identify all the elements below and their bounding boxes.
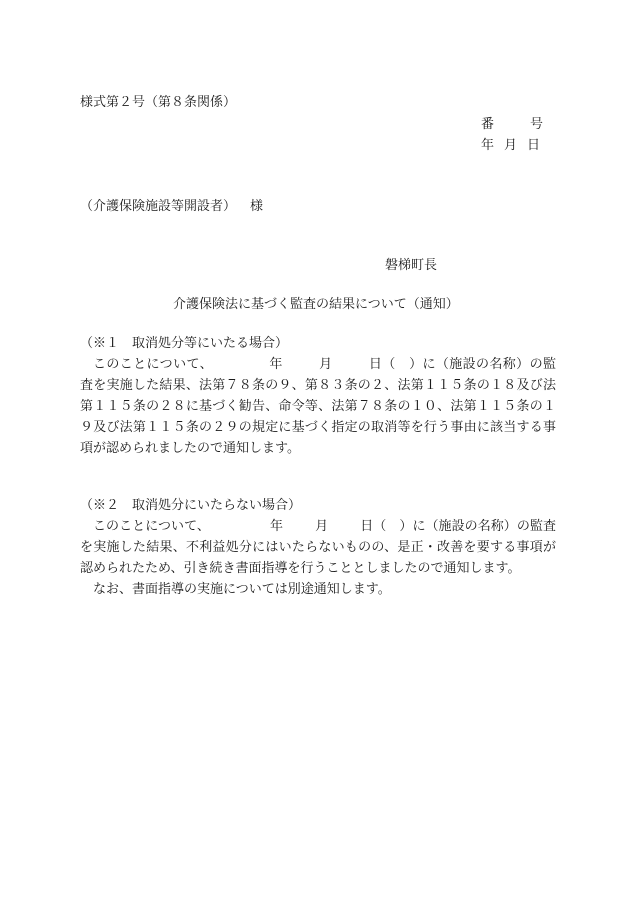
date-year: 年 (481, 138, 495, 153)
addressee-name: （介護保険施設等開設者） (80, 199, 237, 214)
blank-month: 月 (318, 357, 333, 372)
blank-day: 日（ ） (360, 519, 413, 534)
date-day: 日 (527, 138, 541, 153)
section-case-1 (80, 333, 556, 459)
blank-year: 年 (269, 519, 284, 534)
section-body (80, 354, 556, 459)
number-suffix: 号 (530, 117, 544, 132)
section-note: なお、書面指導の実施については別途通知します。 (93, 582, 391, 597)
document-date (481, 138, 540, 154)
body-text: に（施設の名称）の監査を実施した結果、法第７８条の９、第８３条の２、法第１１５条の１８及び法第１１５条の２８に基づく勧告、命令等、法第７８条の１０、法第１１５条の１９及び法第１１５条の２９の規定に基づく指定の取消等を行う事由に該当する事項が認められましたので通知します。 (80, 357, 556, 456)
body-intro: このことについて、 (93, 357, 213, 372)
section-heading: （※２ 取消処分にいたらない場合） (80, 498, 302, 513)
body-intro: このことについて、 (93, 519, 210, 534)
document-number (481, 117, 543, 133)
section-case-2 (80, 495, 556, 600)
section-heading: （※１ 取消処分等にいたる場合） (80, 336, 289, 351)
blank-month: 月 (315, 519, 329, 534)
blank-year: 年 (268, 357, 283, 372)
form-label: 様式第２号（第８条関係） (80, 95, 237, 110)
sender: 磐梯町長 (385, 258, 438, 273)
document-title: 介護保険法に基づく監査の結果について（通知） (173, 297, 459, 312)
body-text: に（施設の名称）の監査を実施した結果、不利益処分にはいたらないものの、是正・改善を要する事項が認められたため、引き続き書面指導を行うこととしましたので通知します。 (80, 519, 556, 576)
blank-day: 日（ ） (368, 357, 423, 372)
addressee-honorific: 様 (250, 199, 264, 214)
section-body (80, 516, 556, 579)
number-label: 番 (481, 117, 495, 132)
date-month: 月 (504, 138, 518, 153)
addressee (80, 199, 263, 215)
